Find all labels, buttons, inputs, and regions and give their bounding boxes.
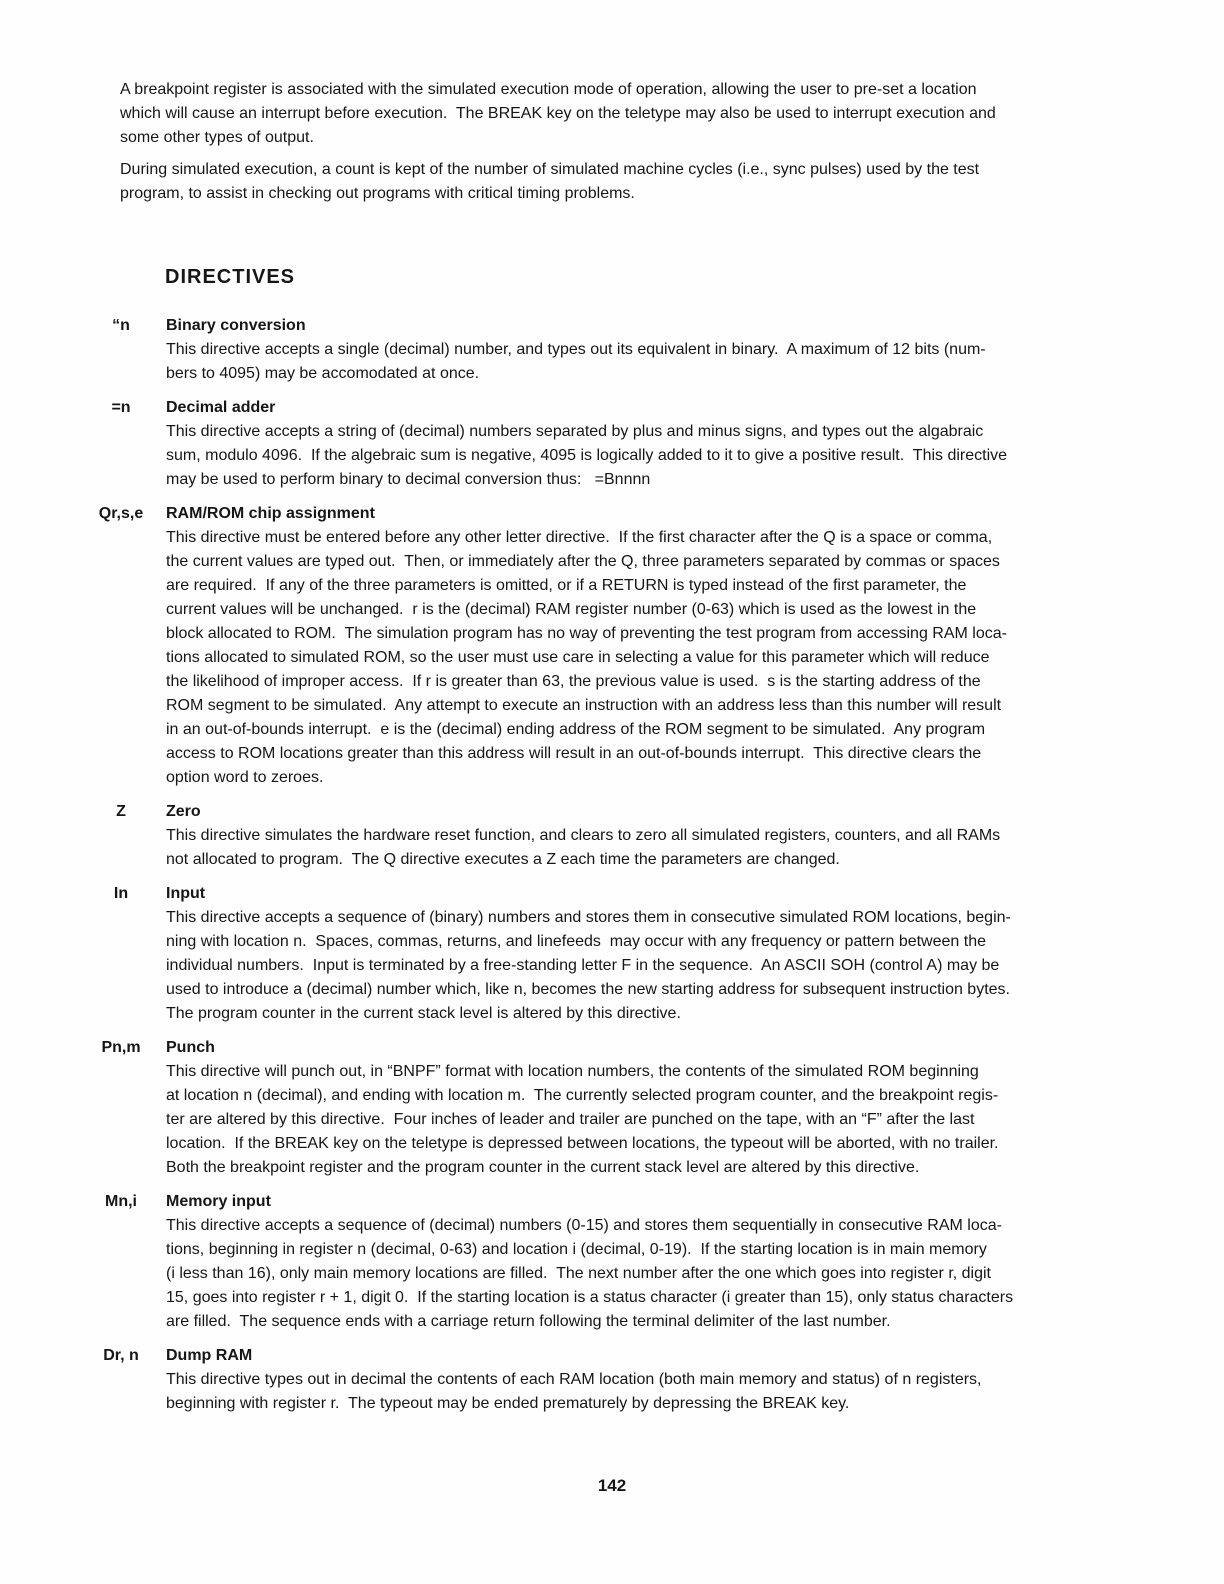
paragraph xyxy=(120,158,1164,206)
text-line: option word to zeroes. xyxy=(166,769,324,786)
directive-text xyxy=(166,526,1174,790)
text-line: the likelihood of improper access. If r is greater than 63, the previous value is used. s is the starting address of the xyxy=(166,673,981,690)
text-line: the current values are typed out. Then, or immediately after the Q, three parameters separated by commas or spaces xyxy=(166,553,1000,570)
text-line: This directive accepts a sequence of (binary) numbers and stores them in consecutive simulated ROM locations, begin- xyxy=(166,909,1011,926)
directive-body xyxy=(166,1036,1174,1180)
directive-entry xyxy=(86,314,1224,386)
page-number: 142 xyxy=(597,1476,627,1495)
directive-label: Qr,s,e xyxy=(98,505,144,522)
text-line: sum, modulo 4096. If the algebraic sum is negative, 4095 is logically added to it to give a positive result. This directive xyxy=(166,447,1008,464)
text-line: in an out-of-bounds interrupt. e is the (decimal) ending address of the ROM segment to be simulated. Any program xyxy=(166,721,986,738)
text-line: ROM segment to be simulated. Any attempt to execute an instruction with an address less than this number will result xyxy=(166,697,1002,714)
text-line: are filled. The sequence ends with a carriage return following the terminal delimiter of the last number. xyxy=(166,1313,891,1330)
directive-entry xyxy=(86,396,1224,492)
text-line: at location n (decimal), and ending with location m. The currently selected program counter, and the breakpoint regis- xyxy=(166,1087,999,1104)
directive-label: =n xyxy=(111,399,131,416)
directive-label: Dr, n xyxy=(103,1347,139,1364)
text-line: location. If the BREAK key on the teletype is depressed between locations, the typeout will be aborted, with no trailer. xyxy=(166,1135,999,1152)
text-line: which will cause an interrupt before execution. The BREAK key on the teletype may also be used to interrupt execution and xyxy=(120,105,996,122)
text-line: not allocated to program. The Q directive executes a Z each time the parameters are changed. xyxy=(166,851,840,868)
text-line: tions, beginning in register n (decimal, 0-63) and location i (decimal, 0-19). If the starting location is in main memory xyxy=(166,1241,987,1258)
text-line: ter are altered by this directive. Four inches of leader and trailer are punched on the tape, with an “F” after the last xyxy=(166,1111,975,1128)
text-line: block allocated to ROM. The simulation program has no way of preventing the test program from accessing RAM loca- xyxy=(166,625,1007,642)
directive-text xyxy=(166,420,1174,492)
directive-entry xyxy=(86,800,1224,872)
text-line: This directive types out in decimal the contents of each RAM location (both main memory and status) of n registers, xyxy=(166,1371,982,1388)
text-line: This directive simulates the hardware reset function, and clears to zero all simulated registers, counters, and all RAMs xyxy=(166,827,1001,844)
text-line: A breakpoint register is associated with the simulated execution mode of operation, allowing the user to pre-set a location xyxy=(120,81,977,98)
directive-label: “n xyxy=(112,317,130,334)
directive-title: Decimal adder xyxy=(166,399,276,416)
text-line: beginning with register r. The typeout may be ended prematurely by depressing the BREAK key. xyxy=(166,1395,850,1412)
directive-entry xyxy=(86,1344,1224,1416)
directive-body xyxy=(166,800,1174,872)
text-line: current values will be unchanged. r is the (decimal) RAM register number (0-63) which is used as the lowest in the xyxy=(166,601,977,618)
directive-label: In xyxy=(113,885,129,902)
directive-text xyxy=(166,1214,1174,1334)
directive-title: Input xyxy=(166,885,206,902)
text-line: This directive accepts a string of (decimal) numbers separated by plus and minus signs, and types out the algabraic xyxy=(166,423,984,440)
directive-text xyxy=(166,1060,1174,1180)
text-line: During simulated execution, a count is kept of the number of simulated machine cycles (i.e., sync pulses) used by the test xyxy=(120,161,980,178)
text-line: (i less than 16), only main memory locations are filled. The next number after the one which goes into register r, digit xyxy=(166,1265,991,1282)
text-line: are required. If any of the three parameters is omitted, or if a RETURN is typed instead of the first parameter, the xyxy=(166,577,967,594)
text-line: This directive will punch out, in “BNPF” format with location numbers, the contents of the simulated ROM beginning xyxy=(166,1063,979,1080)
text-line: This directive accepts a single (decimal) number, and types out its equivalent in binary. A maximum of 12 bits (num- xyxy=(166,341,986,358)
directive-body xyxy=(166,396,1174,492)
text-line: ning with location n. Spaces, commas, returns, and linefeeds may occur with any frequency or pattern between the xyxy=(166,933,986,950)
text-line: bers to 4095) may be accomodated at once. xyxy=(166,365,480,382)
directive-title: Dump RAM xyxy=(166,1347,253,1364)
directive-entry xyxy=(86,882,1224,1026)
text-line: This directive accepts a sequence of (decimal) numbers (0-15) and stores them sequentially in consecutive RAM loca- xyxy=(166,1217,1002,1234)
directive-title: RAM/ROM chip assignment xyxy=(166,505,375,522)
text-line: used to introduce a (decimal) number which, like n, becomes the new starting address for subsequent instruction bytes. xyxy=(166,981,1010,998)
directive-body xyxy=(166,1344,1174,1416)
directive-text xyxy=(166,906,1174,1026)
directive-text xyxy=(166,338,1174,386)
text-line: tions allocated to simulated ROM, so the user must use care in selecting a value for this parameter which will reduce xyxy=(166,649,990,666)
text-line: Both the breakpoint register and the program counter in the current stack level are altered by this directive. xyxy=(166,1159,920,1176)
text-line: This directive must be entered before any other letter directive. If the first character after the Q is a space or comma, xyxy=(166,529,993,546)
directive-entry xyxy=(86,502,1224,790)
directives-list xyxy=(86,314,1224,1416)
directive-body xyxy=(166,314,1174,386)
directive-text xyxy=(166,824,1174,872)
directive-title: Zero xyxy=(166,803,201,820)
text-line: program, to assist in checking out programs with critical timing problems. xyxy=(120,185,635,202)
directive-body xyxy=(166,1190,1174,1334)
directive-body xyxy=(166,882,1174,1026)
directive-label: Pn,m xyxy=(101,1039,141,1056)
paragraph xyxy=(120,78,1164,150)
directive-label: Mn,i xyxy=(105,1193,137,1210)
directive-text xyxy=(166,1368,1174,1416)
text-line: some other types of output. xyxy=(120,129,314,146)
directive-title: Memory input xyxy=(166,1193,271,1210)
intro-paragraphs xyxy=(120,78,1164,206)
directive-label: Z xyxy=(116,803,126,820)
text-line: access to ROM locations greater than this address will result in an out-of-bounds interrupt. This directive clears the xyxy=(166,745,982,762)
text-line: may be used to perform binary to decimal conversion thus: =Bnnnn xyxy=(166,471,651,488)
directive-title: Binary conversion xyxy=(166,317,306,334)
directive-title: Punch xyxy=(166,1039,215,1056)
section-heading: DIRECTIVES xyxy=(165,266,296,288)
directive-entry xyxy=(86,1190,1224,1334)
text-line: individual numbers. Input is terminated by a free-standing letter F in the sequence. An ASCII SOH (control A) may be xyxy=(166,957,1000,974)
text-line: The program counter in the current stack level is altered by this directive. xyxy=(166,1005,681,1022)
text-line: 15, goes into register r + 1, digit 0. If the starting location is a status character (i greater than 15), only status characters xyxy=(166,1289,1014,1306)
directive-body xyxy=(166,502,1174,790)
directive-entry xyxy=(86,1036,1224,1180)
